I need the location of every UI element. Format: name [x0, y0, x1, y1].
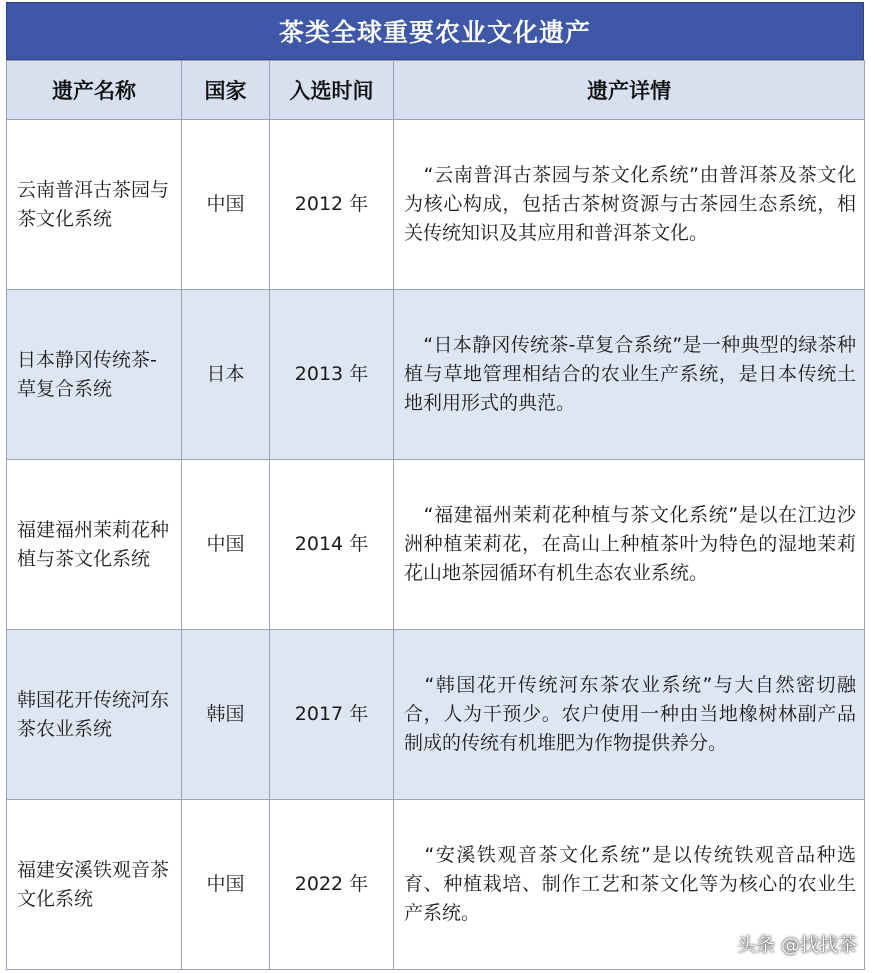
heritage-name-cell: 福建福州茉莉花种植与茶文化系统 — [7, 460, 182, 630]
year-cell: 2012 年 — [270, 120, 394, 290]
heritage-name-cell: 韩国花开传统河东茶农业系统 — [7, 630, 182, 800]
country-cell: 中国 — [182, 120, 270, 290]
header-year: 入选时间 — [270, 61, 394, 120]
heritage-table — [6, 60, 865, 970]
country-cell: 日本 — [182, 290, 270, 460]
table-row — [7, 460, 865, 630]
table-title: 茶类全球重要农业文化遗产 — [6, 2, 864, 60]
heritage-table-card — [6, 2, 864, 970]
header-details: 遗产详情 — [394, 61, 865, 120]
table-row — [7, 630, 865, 800]
year-cell: 2022 年 — [270, 800, 394, 970]
year-cell: 2013 年 — [270, 290, 394, 460]
detail-cell: “云南普洱古茶园与茶文化系统”由普洱茶及茶文化为核心构成，包括古茶树资源与古茶园生态系统，相关传统知识及其应用和普洱茶文化。 — [394, 120, 865, 290]
detail-cell: “韩国花开传统河东茶农业系统”与大自然密切融合，人为干预少。农户使用一种由当地橡树林副产品制成的传统有机堆肥为作物提供养分。 — [394, 630, 865, 800]
detail-cell: “日本静冈传统茶-草复合系统”是一种典型的绿茶种植与草地管理相结合的农业生产系统，是日本传统土地利用形式的典范。 — [394, 290, 865, 460]
country-cell: 韩国 — [182, 630, 270, 800]
detail-cell: “安溪铁观音茶文化系统”是以传统铁观音品种选育、种植栽培、制作工艺和茶文化等为核心的农业生产系统。 — [394, 800, 865, 970]
table-row — [7, 800, 865, 970]
table-row — [7, 290, 865, 460]
heritage-name-cell: 云南普洱古茶园与茶文化系统 — [7, 120, 182, 290]
header-country: 国家 — [182, 61, 270, 120]
header-heritage-name: 遗产名称 — [7, 61, 182, 120]
table-row — [7, 120, 865, 290]
year-cell: 2014 年 — [270, 460, 394, 630]
detail-cell: “福建福州茉莉花种植与茶文化系统”是以在江边沙洲种植茉莉花，在高山上种植茶叶为特色的湿地茉莉花山地茶园循环有机生态农业系统。 — [394, 460, 865, 630]
country-cell: 中国 — [182, 800, 270, 970]
heritage-name-cell: 日本静冈传统茶-草复合系统 — [7, 290, 182, 460]
year-cell: 2017 年 — [270, 630, 394, 800]
country-cell: 中国 — [182, 460, 270, 630]
heritage-name-cell: 福建安溪铁观音茶文化系统 — [7, 800, 182, 970]
source-watermark: 头条 @找找茶 — [736, 934, 857, 956]
header-row — [7, 61, 865, 120]
